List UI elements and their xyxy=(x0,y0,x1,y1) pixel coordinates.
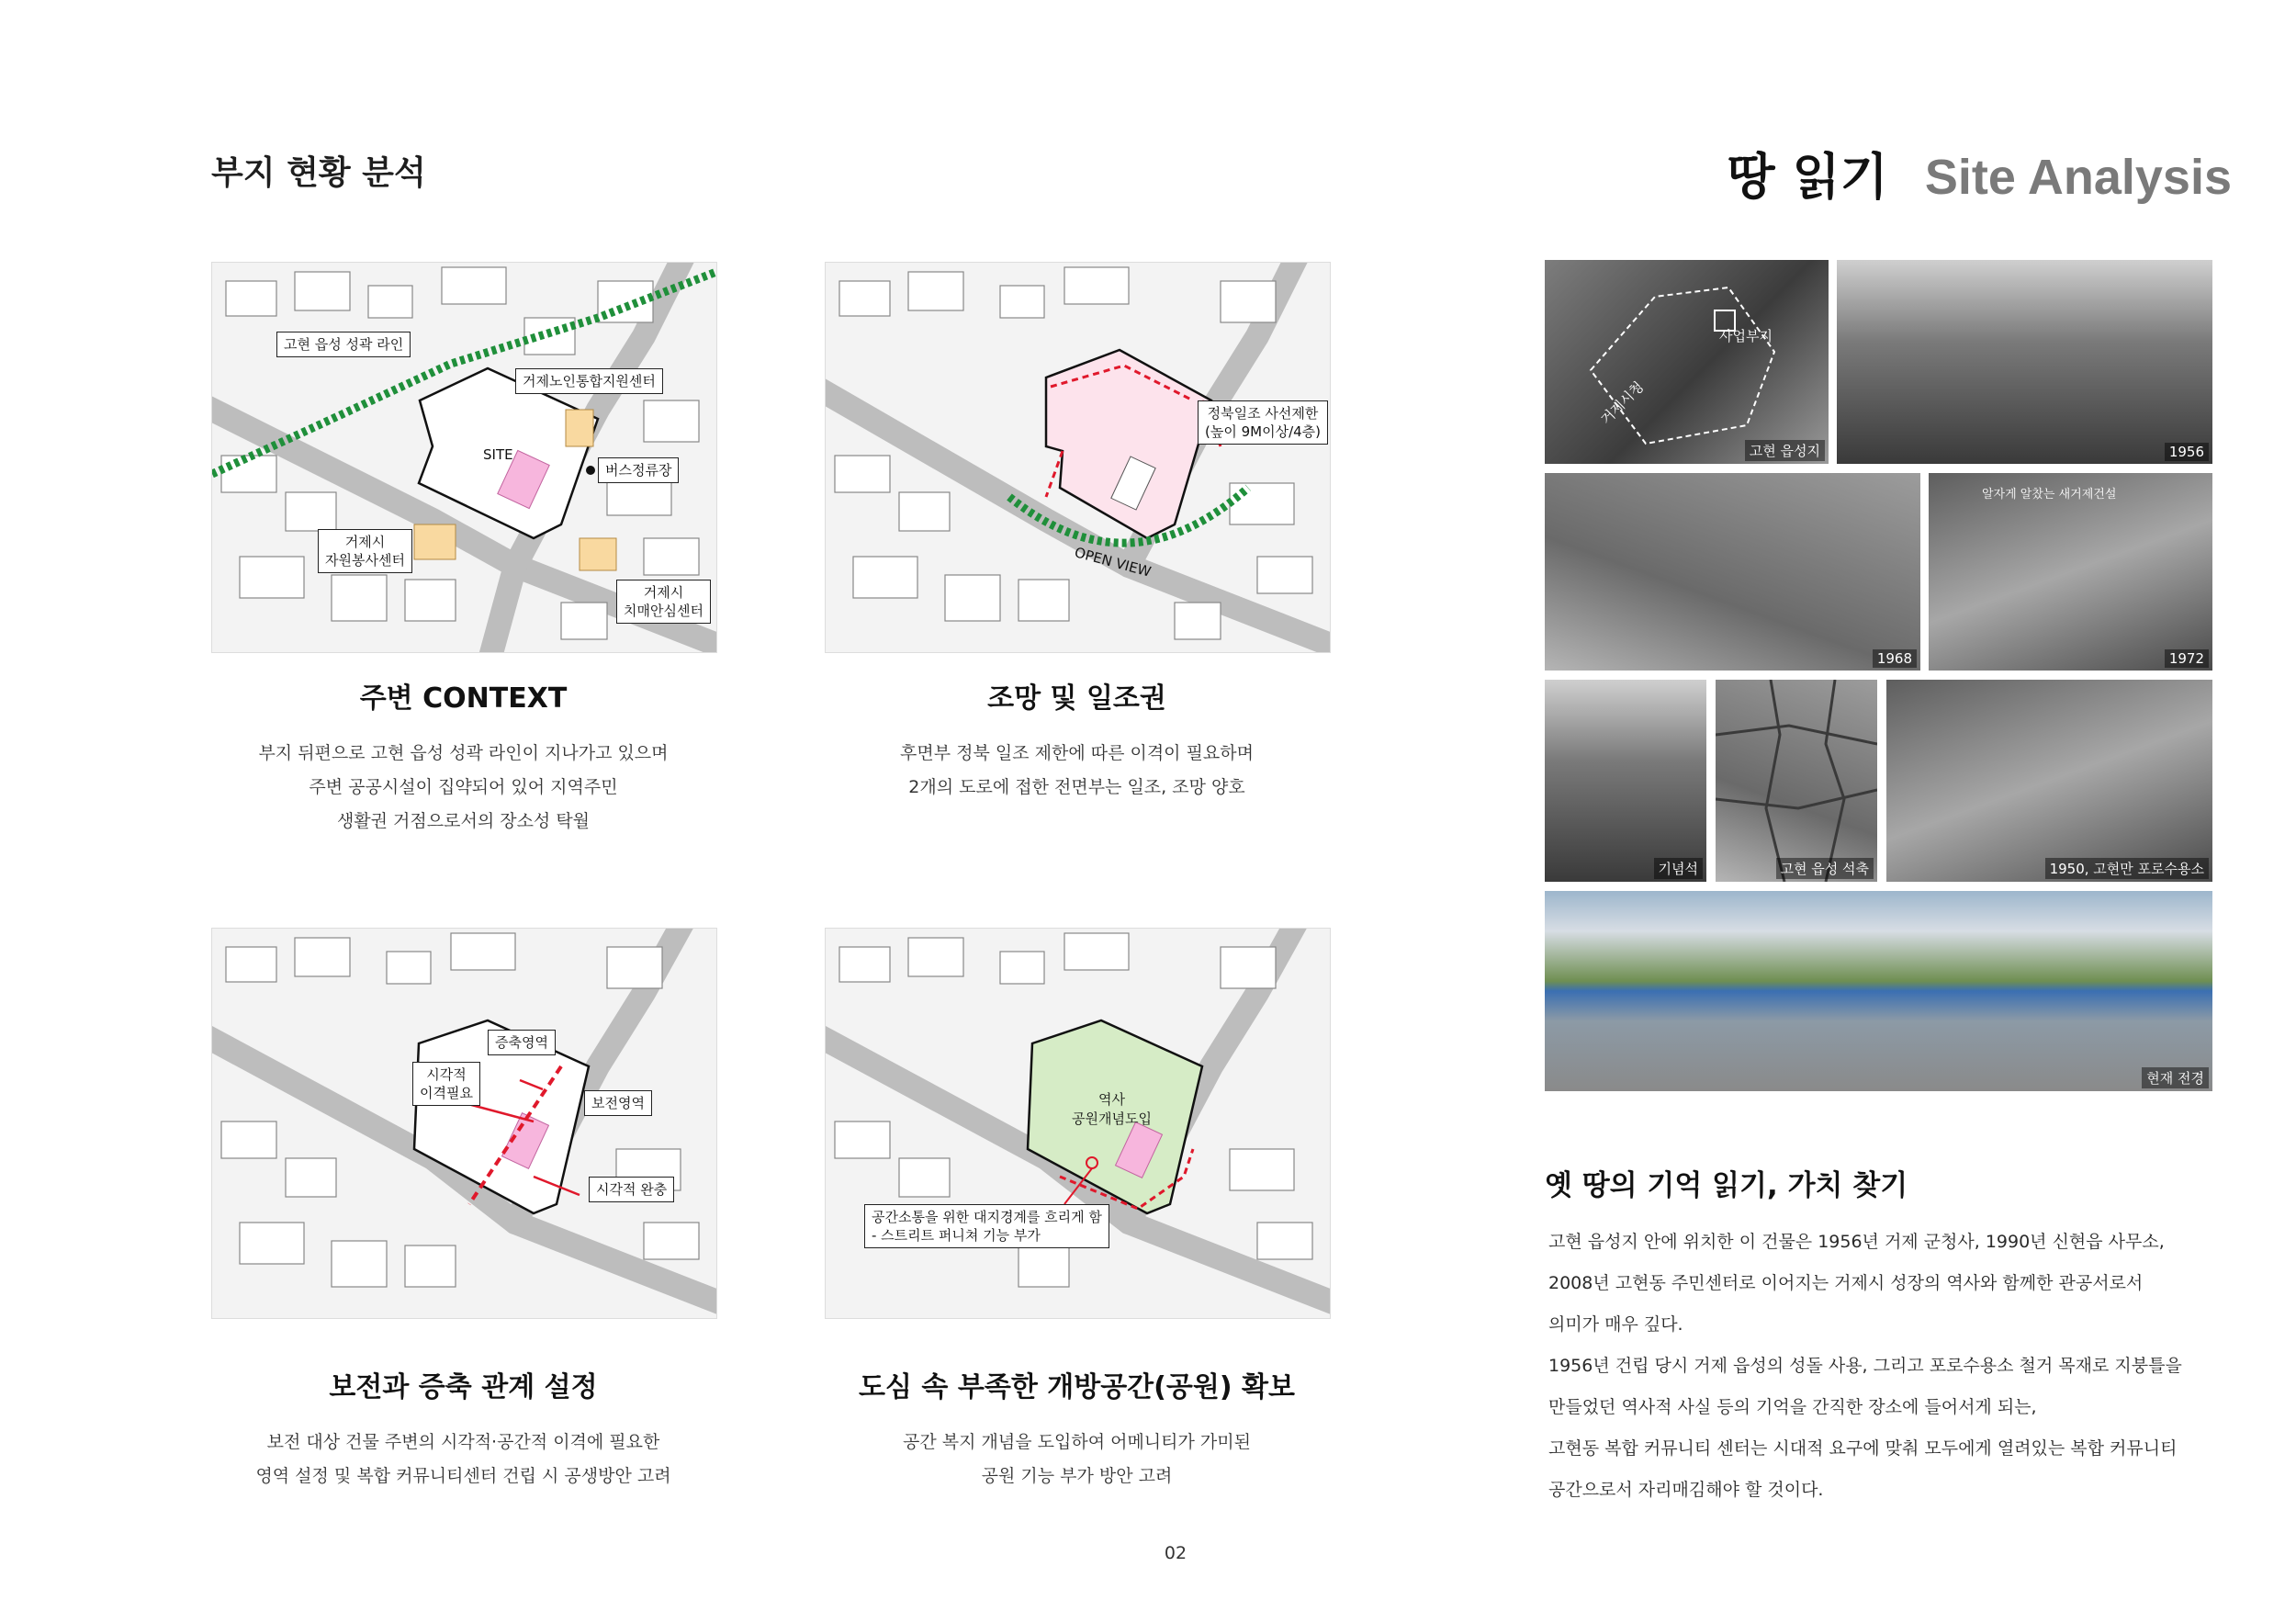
page-title-ko: 땅 읽기 xyxy=(1727,148,1888,206)
label-history-park: 역사 공원개념도입 xyxy=(1072,1091,1152,1127)
label-preservation-zone: 보전영역 xyxy=(584,1090,652,1116)
photo-tag-current: 현재 전경 xyxy=(2142,1067,2209,1088)
page-number: 02 xyxy=(1164,1543,1187,1563)
photo-1968 xyxy=(1545,473,1920,671)
photo-aerial-site xyxy=(1545,260,1829,464)
caption-open-space: 도심 속 부족한 개방공간(공원) 확보 xyxy=(859,1371,1295,1403)
desc-open-space: 공간 복지 개념을 도입하여 어메니티가 가미된 공원 기능 부가 방안 고려 xyxy=(903,1432,1251,1486)
context-map xyxy=(211,262,717,653)
label-sunlight-limit: 정북일조 사선제한 (높이 9M이상/4층) xyxy=(1198,400,1328,445)
label-dementia-center: 거제시 치매안심센터 xyxy=(616,580,711,624)
aerial-label-cityhall: 거제시청 xyxy=(1597,378,1648,428)
label-visual-buffer: 시각적 완충 xyxy=(589,1177,674,1202)
caption-view-sunlight: 조망 및 일조권 xyxy=(987,682,1166,715)
photo-tag-1956: 1956 xyxy=(2165,443,2209,461)
label-volunteer-center: 거제시 자원봉사센터 xyxy=(318,529,412,573)
section-title: 부지 현황 분석 xyxy=(211,154,426,192)
photo-pow-camp-1950 xyxy=(1886,680,2212,882)
label-wall-line: 고현 읍성 성곽 라인 xyxy=(276,332,411,357)
label-visual-gap: 시각적 이격필요 xyxy=(412,1062,480,1106)
photo-tag-camp: 1950, 고현만 포로수용소 xyxy=(2045,858,2209,879)
label-extension-zone: 증축영역 xyxy=(488,1030,556,1055)
aerial-label-site: 사업부지 xyxy=(1719,328,1773,344)
page-title-en: Site Analysis xyxy=(1924,150,2232,205)
label-bus-stop: 버스정류장 xyxy=(598,457,679,483)
open-space-map xyxy=(825,928,1331,1319)
photo-tag-memorial: 기념석 xyxy=(1654,858,1703,879)
preservation-map xyxy=(211,928,717,1319)
photo-tag-fortress: 고현 읍성 석축 xyxy=(1776,858,1874,879)
desc-view-sunlight: 후면부 정북 일조 제한에 따른 이격이 필요하며 2개의 도로에 접한 전면부는 일조, 조망 양호 xyxy=(900,743,1254,797)
photo-1972-banner: 알자게 알찼는 새거제건설 xyxy=(1982,488,2117,502)
photo-1972 xyxy=(1929,473,2212,671)
memory-title: 옛 땅의 기억 읽기, 가치 찾기 xyxy=(1545,1169,1908,1202)
photo-memorial-stone xyxy=(1545,680,1706,882)
caption-preservation: 보전과 증축 관계 설정 xyxy=(329,1371,598,1403)
label-open-view: OPEN VIEW xyxy=(1073,544,1154,580)
photo-tag-fortress-site: 고현 읍성지 xyxy=(1745,440,1825,461)
photo-1956 xyxy=(1837,260,2212,464)
label-boundary-note: 공간소통을 위한 대지경계를 흐리게 함 - 스트리트 퍼니쳐 기능 부가 xyxy=(864,1204,1109,1248)
photo-tag-1972: 1972 xyxy=(2165,649,2209,668)
photo-tag-1968: 1968 xyxy=(1873,649,1917,668)
desc-context: 부지 뒤편으로 고현 읍성 성곽 라인이 지나가고 있으며 주변 공공시설이 집약되어 있어 지역주민 생활권 거점으로서의 장소성 탁월 xyxy=(258,743,669,831)
page-title xyxy=(1728,138,2232,209)
view-sunlight-map xyxy=(825,262,1331,653)
photo-current-view xyxy=(1545,891,2212,1091)
caption-context: 주변 CONTEXT xyxy=(359,682,568,715)
desc-preservation: 보전 대상 건물 주변의 시각적·공간적 이격에 필요한 영역 설정 및 복합 커뮤니티센터 건립 시 공생방안 고려 xyxy=(255,1432,671,1486)
label-senior-center: 거제노인통합지원센터 xyxy=(515,368,663,394)
label-site: SITE xyxy=(483,446,513,463)
photo-fortress-wall xyxy=(1716,680,1877,882)
memory-body: 고현 읍성지 안에 위치한 이 건물은 1956년 거제 군청사, 1990년 신현읍 사무소, 2008년 고현동 주민센터로 이어지는 거제시 성장의 역사와 함께한 관공서로서 의미가 매우 깊다. 1956년 건립 당시 거제 읍성의 성돌 사용, 그리고 포로수용소 철거 목재로 지붕틀을 만들었던 역사적 사실 등의 기억을 간직한 장소에 들어서게 되는, 고현동 복합 커뮤니티 센터는 시대적 요구에 맞춰 모두에게 열려있는 복합 커뮤니티 공간으로서 자리매김해야 할 것이다. xyxy=(1548,1232,2182,1500)
